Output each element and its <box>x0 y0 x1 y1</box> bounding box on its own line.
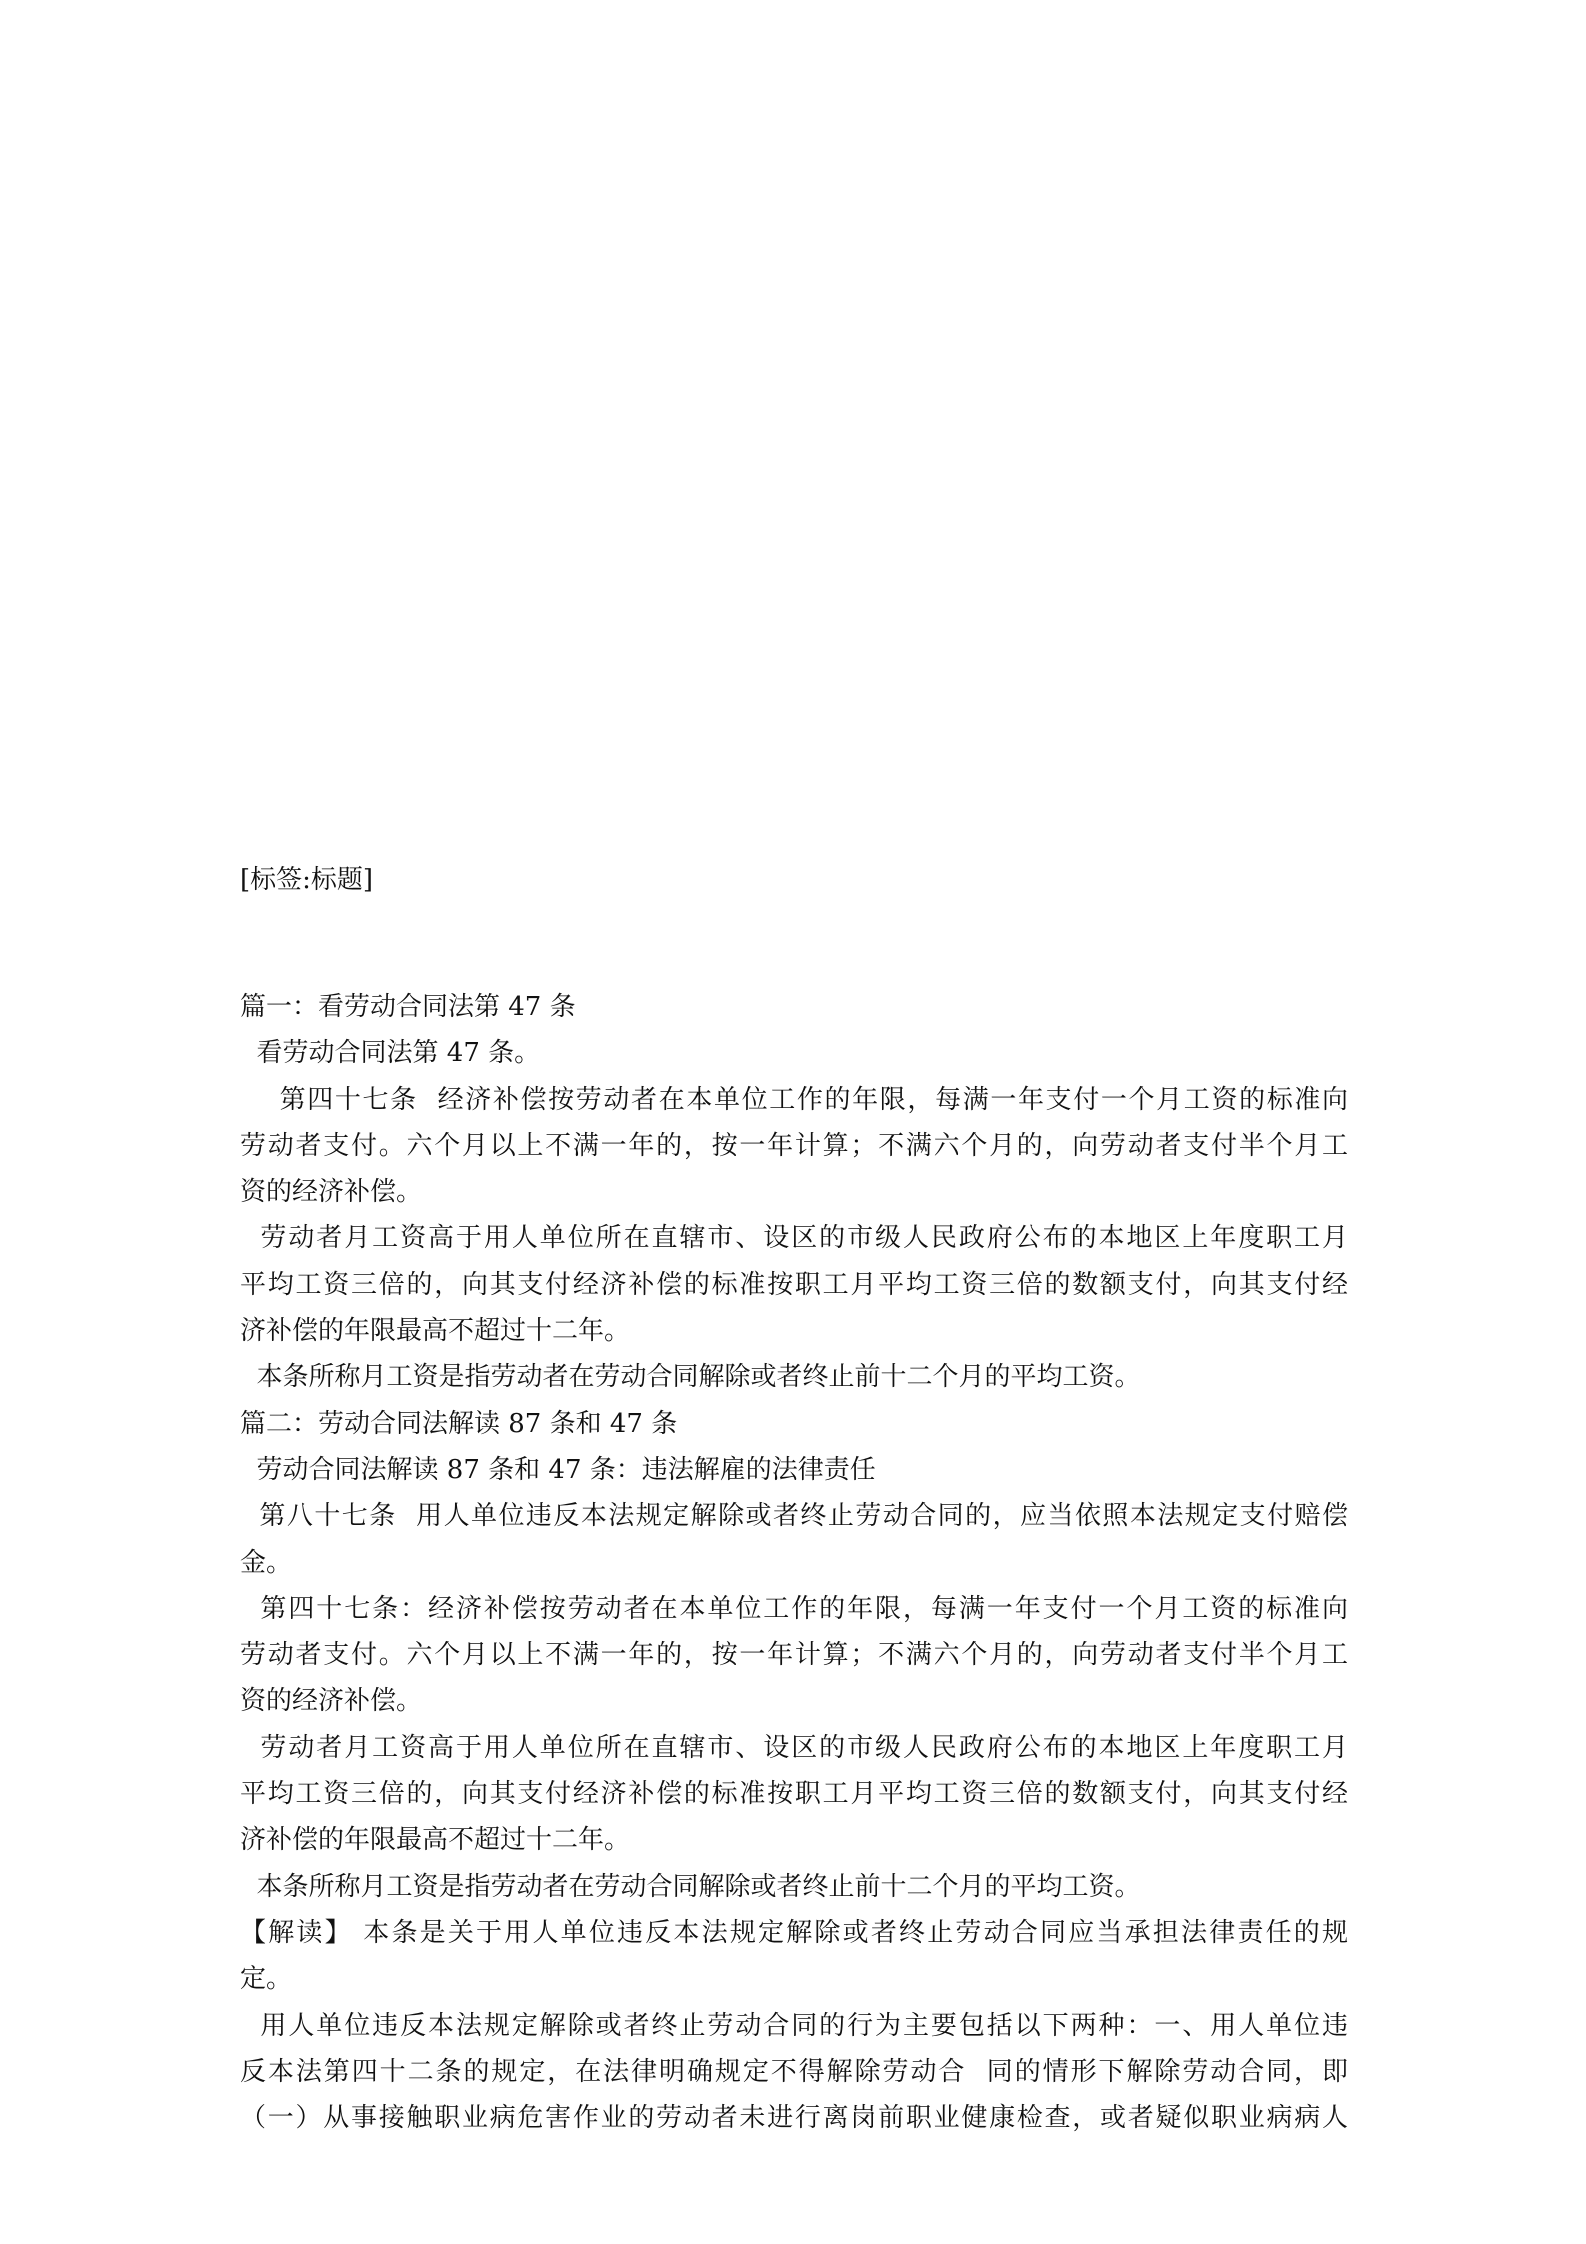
text-line: 资的经济补偿。 <box>240 1686 423 1717</box>
text-line: 篇一：看劳动合同法第 47 条 <box>240 992 576 1022</box>
text-line: 定。 <box>240 1964 293 1995</box>
text-line: 【解读】 本条是关于用人单位违反本法规定解除或者终止劳动合同应当承担法律责任的规 <box>240 1917 1348 1948</box>
text-line: 劳动者支付。六个月以上不满一年的，按一年计算；不满六个月的，向劳动者支付半个月工 <box>240 1130 1348 1161</box>
document-body <box>240 984 1348 2141</box>
text-line: 劳动者月工资高于用人单位所在直辖市、设区的市级人民政府公布的本地区上年度职工月 <box>240 1223 1348 1254</box>
text-line: 资的经济补偿。 <box>240 1177 423 1208</box>
text-line: 第四十七条：经济补偿按劳动者在本单位工作的年限，每满一年支付一个月工资的标准向 <box>240 1593 1348 1624</box>
text-line: 金。 <box>240 1547 293 1578</box>
text-line: 济补偿的年限最高不超过十二年。 <box>240 1316 631 1347</box>
tag-label: [标签:标题] <box>240 865 374 895</box>
text-line: 济补偿的年限最高不超过十二年。 <box>240 1825 631 1856</box>
text-line: 反本法第四十二条的规定，在法律明确规定不得解除劳动合 同的情形下解除劳动合同，即 <box>240 2056 1348 2087</box>
text-line: 平均工资三倍的，向其支付经济补偿的标准按职工月平均工资三倍的数额支付，向其支付经 <box>240 1269 1348 1300</box>
text-line: 平均工资三倍的，向其支付经济补偿的标准按职工月平均工资三倍的数额支付，向其支付经 <box>240 1779 1348 1810</box>
text-line: 本条所称月工资是指劳动者在劳动合同解除或者终止前十二个月的平均工资。 <box>240 1362 1141 1393</box>
text-line: 本条所称月工资是指劳动者在劳动合同解除或者终止前十二个月的平均工资。 <box>240 1871 1141 1902</box>
text-line: 劳动合同法解读 87 条和 47 条：违法解雇的法律责任 <box>240 1454 876 1485</box>
text-line: 第八十七条 用人单位违反本法规定解除或者终止劳动合同的，应当依照本法规定支付赔偿 <box>240 1501 1348 1532</box>
text-line: 第四十七条 经济补偿按劳动者在本单位工作的年限，每满一年支付一个月工资的标准向 <box>240 1084 1348 1115</box>
text-line: 用人单位违反本法规定解除或者终止劳动合同的行为主要包括以下两种：一、用人单位违 <box>240 2010 1348 2041</box>
text-line: 劳动者月工资高于用人单位所在直辖市、设区的市级人民政府公布的本地区上年度职工月 <box>240 1732 1348 1763</box>
text-line: 篇二：劳动合同法解读 87 条和 47 条 <box>240 1408 678 1439</box>
text-line: （一）从事接触职业病危害作业的劳动者未进行离岗前职业健康检查，或者疑似职业病病人 <box>240 2103 1348 2134</box>
text-line: 劳动者支付。六个月以上不满一年的，按一年计算；不满六个月的，向劳动者支付半个月工 <box>240 1640 1348 1671</box>
text-line: 看劳动合同法第 47 条。 <box>240 1038 541 1069</box>
